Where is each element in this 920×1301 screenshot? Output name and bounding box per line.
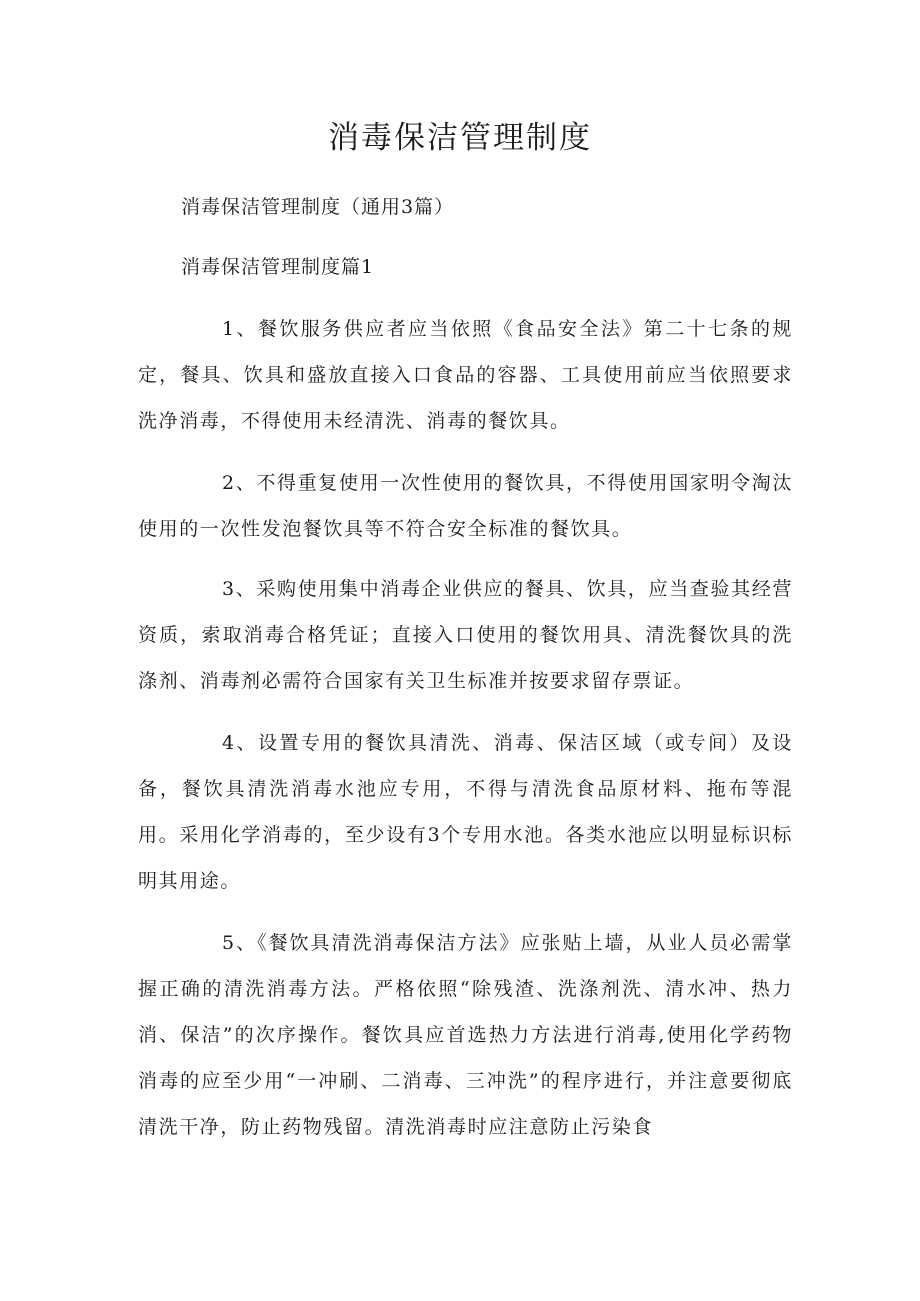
section-heading: 消毒保洁管理制度篇1 <box>181 256 375 278</box>
paragraph-1: 1、餐饮服务供应者应当依照《食品安全法》第二十七条的规定，餐具、饮具和盛放直接入口食品的容器、工具使用前应当依照要求洗净消毒，不得使用未经清洗、消毒的餐饮具。 <box>138 318 793 432</box>
paragraph-5: 5、《餐饮具清洗消毒保洁方法》应张贴上墙，从业人员必需掌握正确的清洗消毒方法。严格依照“除残渣、洗涤剂洗、清水冲、热力消、保洁”的次序操作。餐饮具应首选热力方法进行消毒,使用化学药物消毒的应至少用“一冲刷、二消毒、三冲洗”的程序进行，并注意要彻底清洗干净，防止药物残留。清洗消毒时应注意防止污染食 <box>138 932 793 1138</box>
document-title: 消毒保洁管理制度 <box>328 120 592 156</box>
paragraph-4: 4、设置专用的餐饮具清洗、消毒、保洁区域（或专间）及设备，餐饮具清洗消毒水池应专用，不得与清洗食品原材料、拖布等混用。采用化学消毒的，至少设有3个专用水池。各类水池应以明显标识标明其用途。 <box>138 732 793 892</box>
document-subtitle: 消毒保洁管理制度（通用3篇） <box>181 196 455 218</box>
paragraph-3: 3、采购使用集中消毒企业供应的餐具、饮具，应当查验其经营资质，索取消毒合格凭证；直接入口使用的餐饮用具、清洗餐饮具的洗涤剂、消毒剂必需符合国家有关卫生标准并按要求留存票证。 <box>138 578 793 692</box>
paragraph-2: 2、不得重复使用一次性使用的餐饮具，不得使用国家明令淘汰使用的一次性发泡餐饮具等不符合安全标准的餐饮具。 <box>138 472 793 540</box>
